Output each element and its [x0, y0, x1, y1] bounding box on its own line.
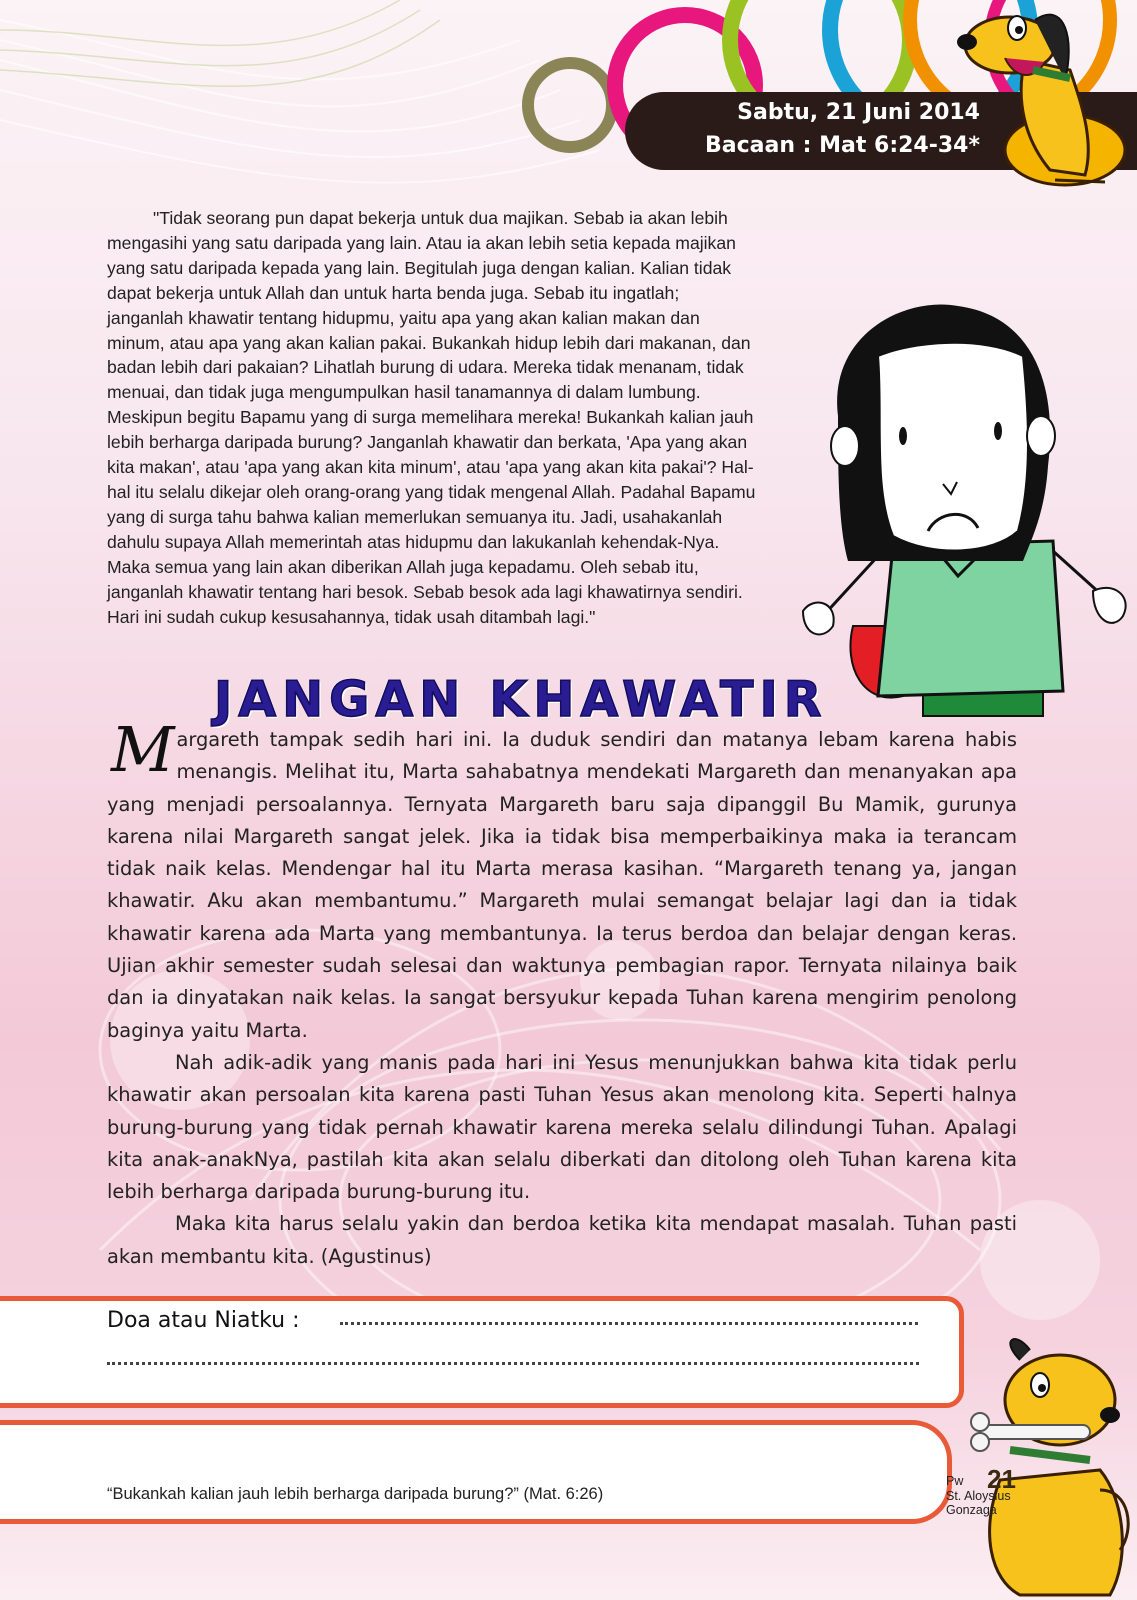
verse-box	[0, 1420, 952, 1524]
scripture-text: "Tidak seorang pun dapat bekerja untuk dua majikan. Sebab ia akan lebih mengasihi yang satu daripada yang lain. Atau ia akan lebih setia kepada majikan yang satu daripada kepada yang lain. Begitulah juga dengan kalian. Kalian tidak dapat bekerja untuk Allah dan untuk harta benda juga. Sebab itu ingatlah; janganlah khawatir tentang hidupmu, yaitu apa yang akan kalian makan dan minum, atau apa yang akan kalian pakai. Bukankah hidup lebih dari makanan, dan badan lebih dari pakaian? Lihatlah burung di udara. Mereka tidak menanam, tidak menuai, dan tidak juga mengumpulkan hasil tanamannya di dalam lumbung. Meskipun begitu Bapamu yang di surga memelihara mereka! Bukankah kalian jauh lebih berharga daripada burung? Janganlah khawatir dan berkata, 'Apa yang akan kita makan', atau 'apa yang akan kita minum', atau 'apa yang akan kita pakai'? Hal-hal itu selalu dikejar oleh orang-orang yang tidak mengenal Allah. Padahal Bapamu yang di surga tahu bahwa kalian memerlukan semuanya itu. Jadi, usahakanlah dahulu supaya Allah memerintah atas hidupmu dan lakukanlah kehendak-Nya. Maka semua yang lain akan diberikan Allah juga kepadamu. Oleh sebab itu, janganlah khawatir tentang hari besok. Sebab besok ada lagi khawatirnya sendiri. Hari ini sudah cukup kesusahannya, tidak usah ditambah lagi."	[107, 208, 756, 627]
prayer-label: Doa atau Niatku :	[107, 1308, 300, 1333]
page-number: 21	[987, 1464, 1016, 1494]
story-paragraph-3: Maka kita harus selalu yakin dan berdoa ketika kita mendapat masalah. Tuhan pasti akan membantu kita. (Agustinus)	[107, 1212, 1017, 1268]
sad-girl-illustration	[783, 296, 1137, 726]
story-body	[107, 713, 1017, 1273]
pluto-dog-illustration	[955, 0, 1137, 190]
dropcap-letter: M	[111, 713, 175, 786]
prayer-line-1[interactable]	[340, 1322, 918, 1325]
credit-line-1: Pw	[946, 1474, 964, 1488]
story-paragraph-2: Nah adik-adik yang manis pada hari ini Yesus menunjukkan bahwa kita tidak perlu khawatir akan persoalan kita karena pasti Tuhan Yesus akan menolong kita. Seperti halnya burung-burung yang tidak pernah khawatir karena mereka selalu dilindungi Tuhan. Apalagi kita anak-anakNya, pastilah kita akan selalu diberkati dan ditolong oleh Tuhan karena kita lebih berharga daripada burung-burung itu.	[107, 1050, 1017, 1204]
date-banner-text	[640, 96, 980, 162]
date-text: Sabtu, 21 Juni 2014	[737, 100, 980, 125]
credit-line-2: St. Aloysius	[946, 1488, 1011, 1503]
reading-text: Bacaan : Mat 6:24-34*	[704, 133, 980, 158]
story-title: JANGAN KHAWATIR	[214, 671, 828, 728]
prayer-line-2[interactable]	[107, 1362, 919, 1365]
story-paragraph-1	[107, 713, 1017, 1047]
story-paragraph-1-text: argareth tampak sedih hari ini. Ia duduk sendiri dan matanya lebam karena habis menangis. Melihat itu, Marta sahabatnya mendekati Margareth dan menanyakan apa yang menjadi persoalannya. Ternyata Margareth baru saja dipanggil Bu Mamik, gurunya karena nilai Margareth sangat jelek. Jika ia tidak bisa memperbaikinya maka ia terancam tidak naik kelas. Mendengar hal itu Marta merasa kasihan. “Margareth tenang ya, jangan khawatir. Aku akan membantumu.” Margareth mulai semangat belajar lagi dan ia tidak khawatir karena ada Marta yang membantunya. Ia terus berdoa dan belajar dengan keras. Ujian akhir semester sudah selesai dan waktunya pembagian rapor. Ternyata nilainya baik dan ia dinyatakan naik kelas. Ia sangat bersyukur kepada Tuhan karena mengirim penolong baginya yaitu Marta.	[107, 728, 1017, 1042]
memory-verse: “Bukankah kalian jauh lebih berharga daripada burung?” (Mat. 6:26)	[107, 1485, 604, 1503]
credit-text	[946, 1474, 1011, 1518]
credit-line-3: Gonzaga	[946, 1503, 997, 1517]
